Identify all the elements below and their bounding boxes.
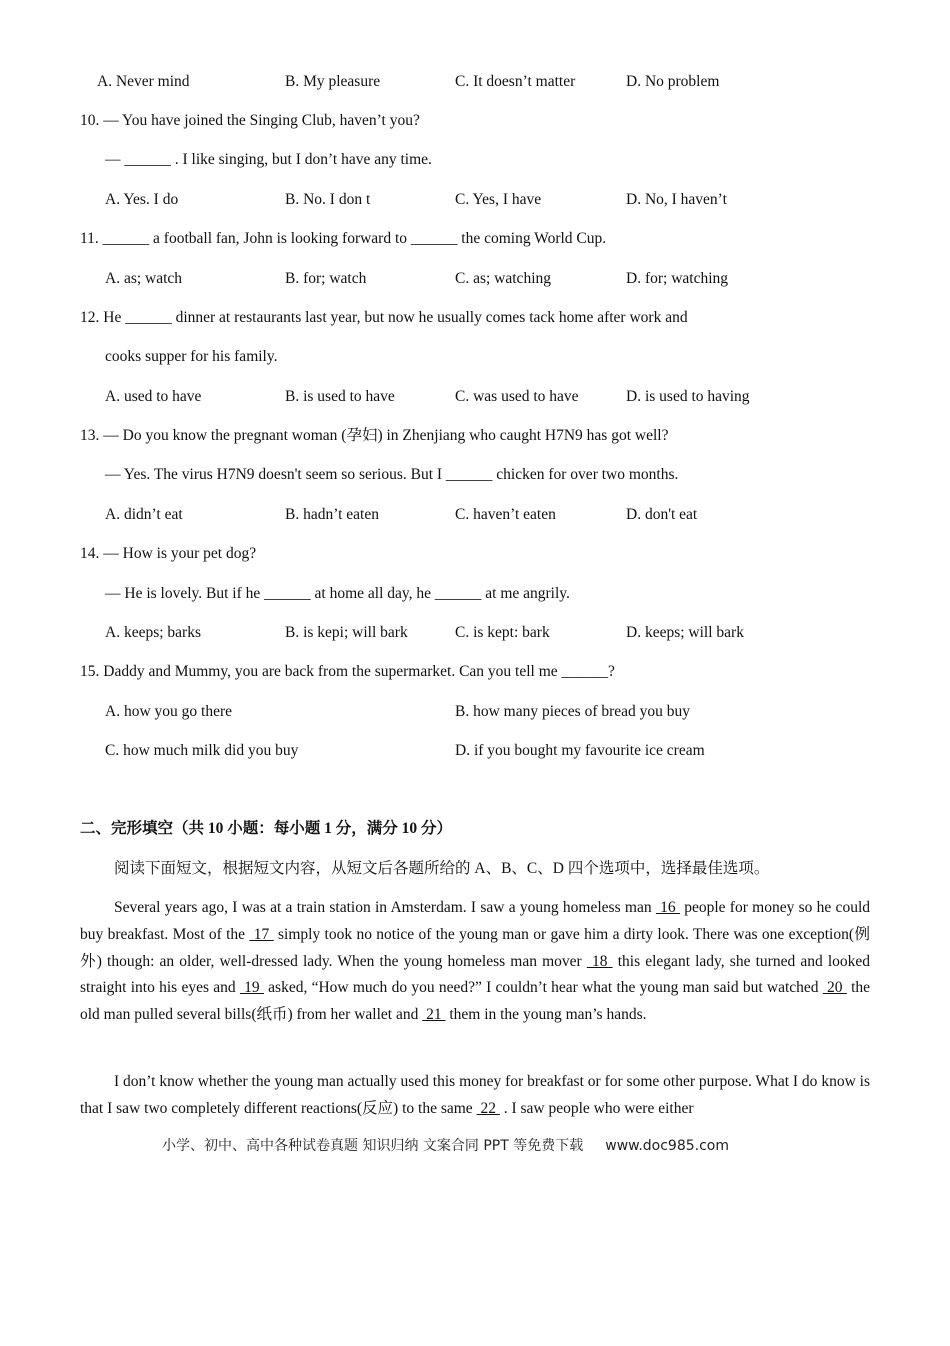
q13-option-a: A. didn’t eat [105,506,183,523]
q11-stem: 11. ______ a football fan, John is looking forward to ______ the coming World Cup. [80,230,607,247]
blank-20: 20 [822,979,847,997]
q15-option-a: A. how you go there [105,703,232,720]
q15-stem: 15. Daddy and Mummy, you are back from the supermarket. Can you tell me ______? [80,663,615,680]
cloze-paragraph-1 [80,895,870,1029]
p1-text-3: simply took no notice of the young man or gave him a dirty look. There was one exception(例外) though: an older, well-dressed lady. When the young homeless man mover [80,925,871,970]
q13-option-c: C. haven’t eaten [455,506,556,523]
q12-option-b: B. is used to have [285,388,395,405]
p1-text-5: asked, “How much do you need?” I couldn’t hear what the young man said but watched [263,979,823,997]
blank-19: 19 [239,979,264,997]
p1-text-6: the old man pulled several bills(纸币) from her wallet and [80,979,871,1024]
q13-stem: 13. — Do you know the pregnant woman (孕妇) in Zhenjiang who caught H7N9 has got well? [80,427,669,444]
q12-option-a: A. used to have [105,388,202,405]
p2-text-1: I don’t know whether the young man actually used this money for breakfast or for some other purpose. What I do know is that I saw two completely different reactions(反应) to the same [80,1073,870,1117]
q13-option-b: B. hadn’t eaten [285,506,379,523]
q15-option-d: D. if you bought my favourite ice cream [455,742,705,759]
q11-option-a: A. as; watch [105,270,183,287]
q10-line2: — ______ . I like singing, but I don’t have any time. [105,151,432,168]
p1-text-4: this elegant lady, she turned and looked straight into his eyes and [80,952,871,997]
q14-line2: — He is lovely. But if he ______ at home all day, he ______ at me angrily. [105,585,570,602]
page-footer [162,1135,729,1155]
q11-option-c: C. as; watching [455,270,551,287]
q12-option-c: C. was used to have [455,388,579,405]
blank-21: 21 [422,1006,446,1024]
q10-option-b: B. No. I don t [285,191,371,208]
p1-text-7: them in the young man’s hands. [445,1006,647,1024]
q10-option-a: A. Yes. I do [105,191,179,208]
q10-option-c: C. Yes, I have [455,191,542,208]
p1-text-2: people for money so he could buy breakfast. Most of the [80,899,870,943]
q15-option-b: B. how many pieces of bread you buy [455,703,691,720]
blank-18: 18 [586,952,613,970]
section-instruction: 阅读下面短文，根据短文内容，从短文后各题所给的 A、B、C、D 四个选项中，选择最佳选项。 [114,860,770,877]
q14-option-d: D. keeps; will bark [626,624,744,641]
blank-16: 16 [655,899,680,916]
blank-22: 22 [476,1099,500,1117]
footer-text: 小学、初中、高中各种试卷真题 知识归纳 文案合同 PPT 等免费下载 [162,1138,584,1154]
q15-option-c: C. how much milk did you buy [105,742,299,759]
q9-option-d: D. No problem [626,73,720,90]
q14-option-c: C. is kept: bark [455,624,550,641]
cloze-paragraph-2 [80,1069,870,1123]
q11-option-d: D. for; watching [626,270,729,287]
p1-text-1: Several years ago, I was at a train station in Amsterdam. I saw a young homeless man [114,899,656,916]
q14-option-a: A. keeps; barks [105,624,201,641]
q9-option-b: B. My pleasure [285,73,381,90]
q13-option-d: D. don't eat [626,506,698,523]
blank-17: 17 [249,925,274,943]
q12-line2: cooks supper for his family. [105,348,278,365]
q9-option-a: A. Never mind [97,73,190,90]
q12-option-d: D. is used to having [626,388,750,405]
section-heading: 二、完形填空（共 10 小题：每小题 1 分，满分 10 分） [80,820,453,837]
q14-option-b: B. is kepi; will bark [285,624,408,641]
q14-stem: 14. — How is your pet dog? [80,545,257,562]
q10-stem: 10. — You have joined the Singing Club, haven’t you? [80,112,420,129]
q9-option-c: C. It doesn’t matter [455,73,576,90]
q12-stem: 12. He ______ dinner at restaurants last year, but now he usually comes tack home after work and [80,309,688,326]
footer-url[interactable]: www.doc985.com [605,1138,729,1154]
p2-text-2: . I saw people who were either [499,1099,694,1117]
q11-option-b: B. for; watch [285,270,367,287]
q10-option-d: D. No, I haven’t [626,191,727,208]
q13-line2: — Yes. The virus H7N9 doesn't seem so serious. But I ______ chicken for over two months. [105,466,679,483]
